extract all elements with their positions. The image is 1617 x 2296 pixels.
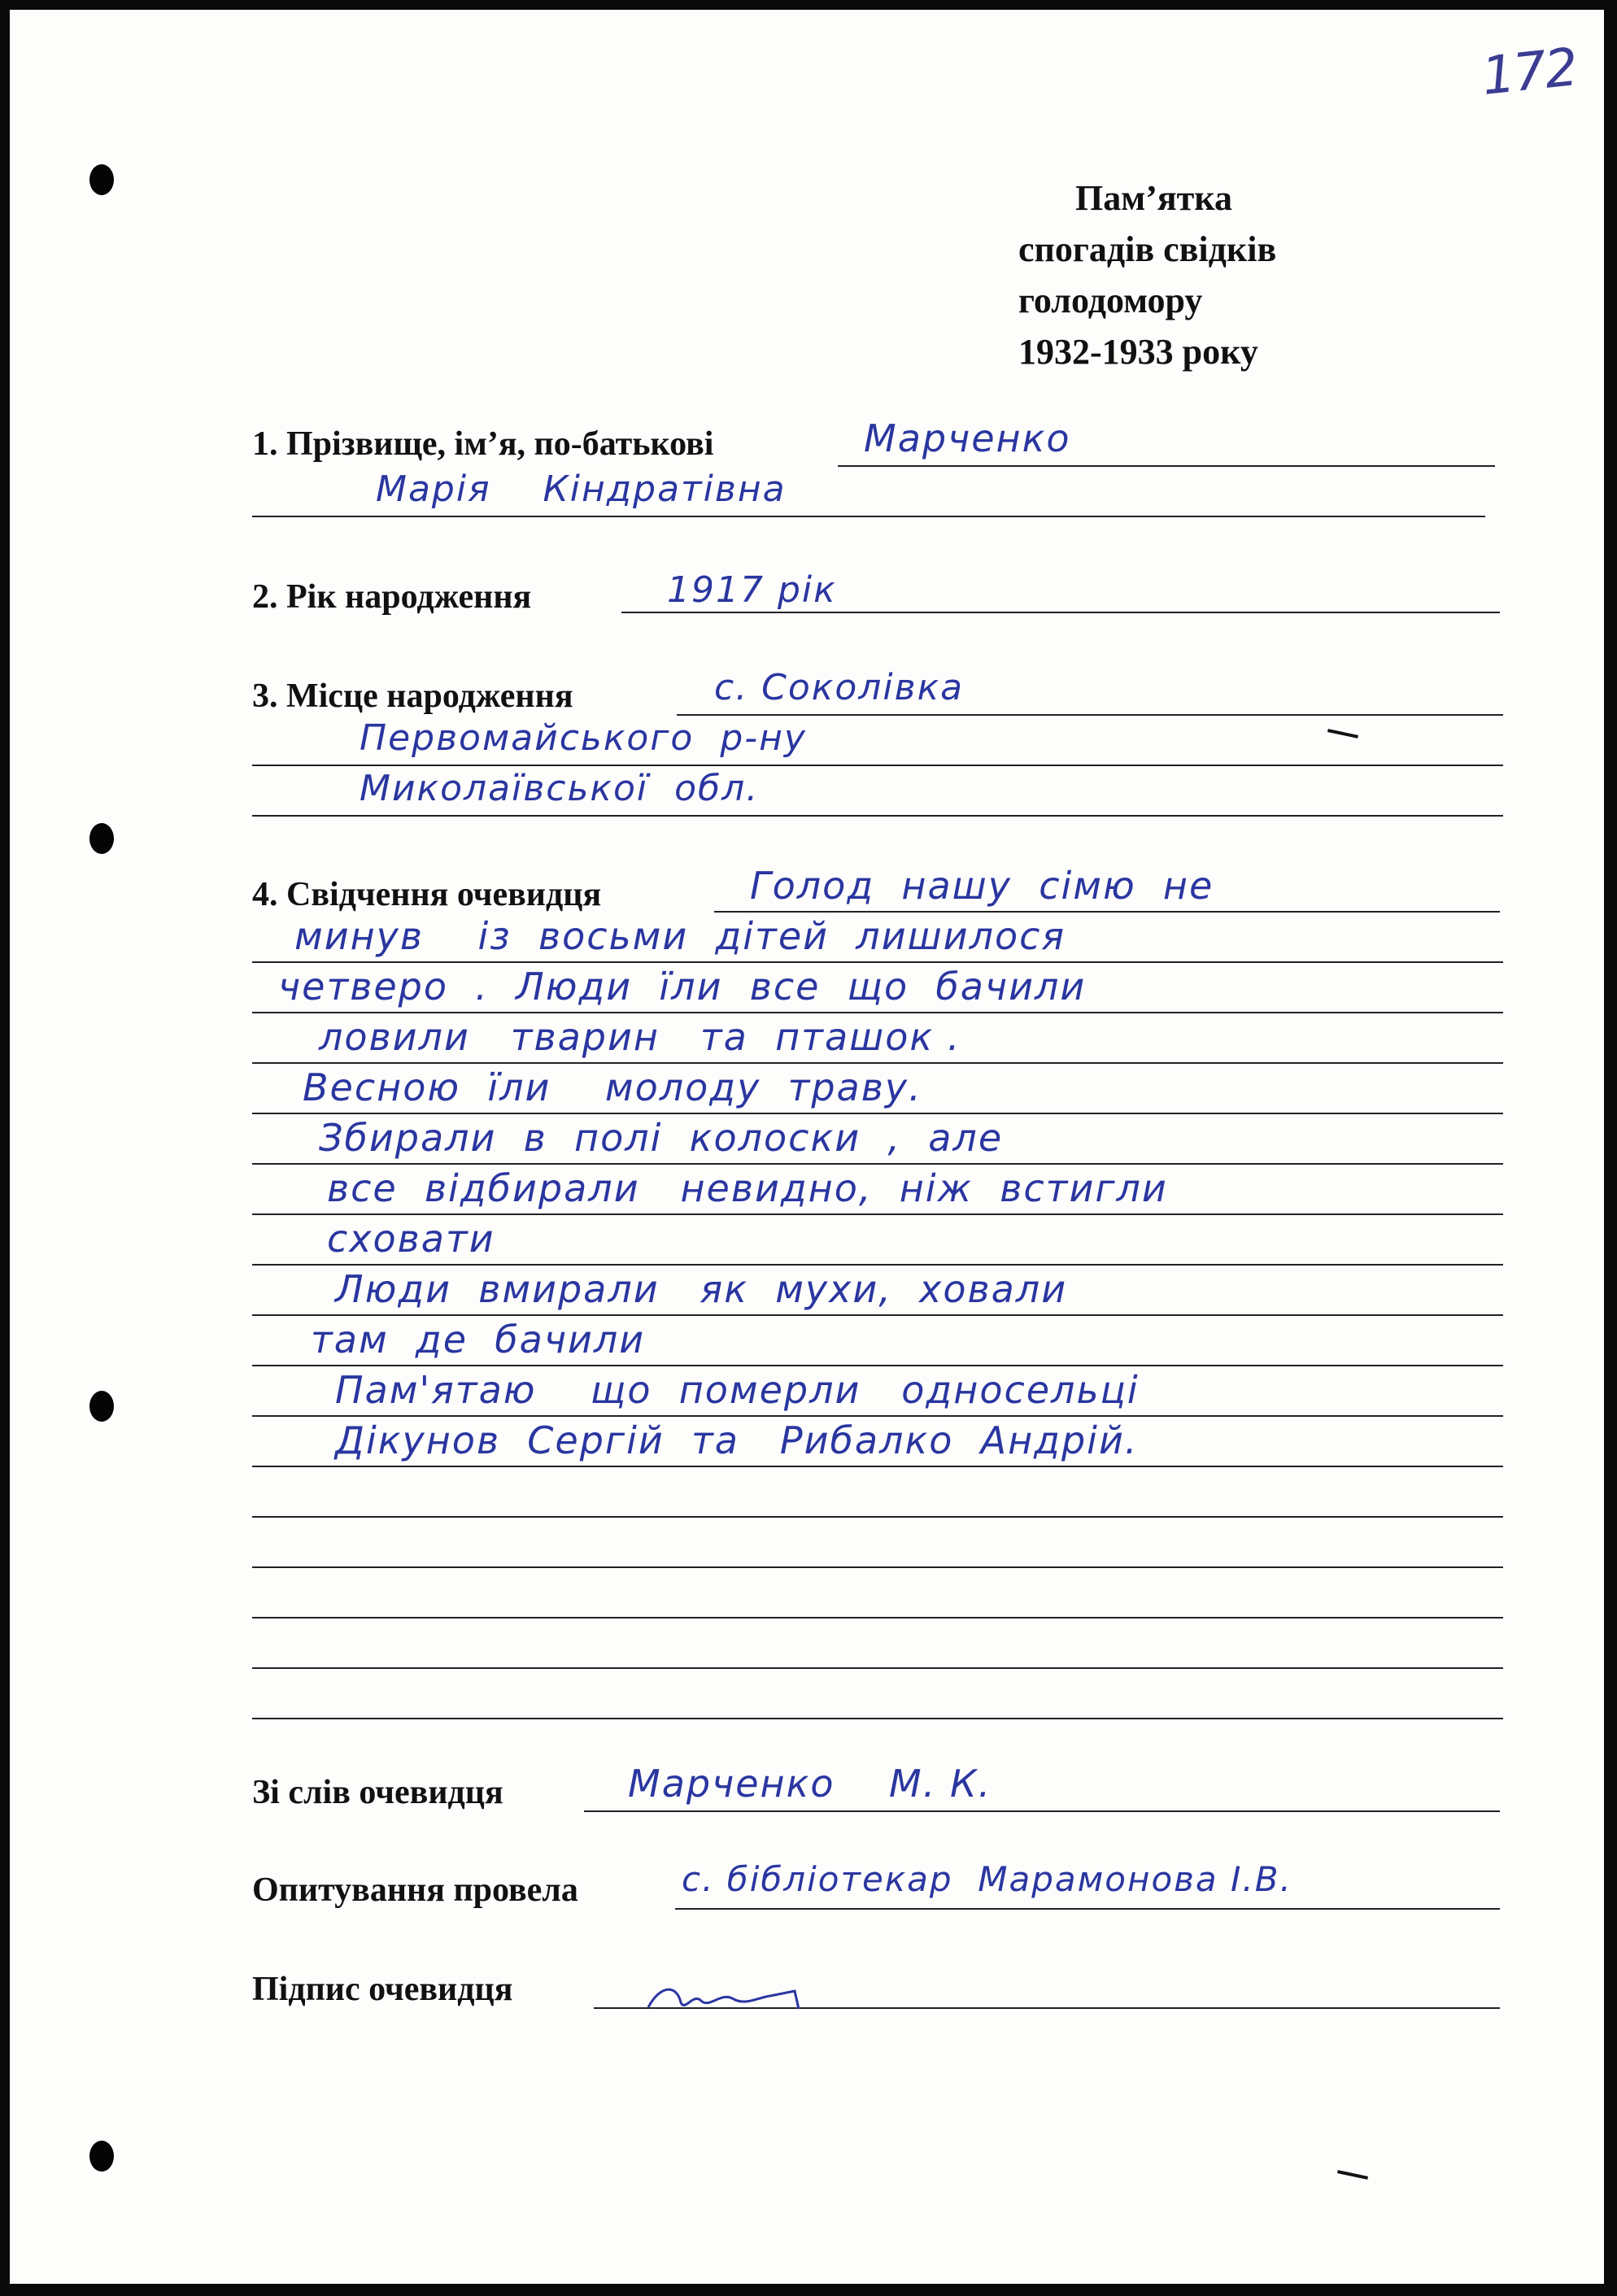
punch-hole [89,823,114,854]
underline [252,1062,1503,1064]
underline [675,1908,1500,1910]
name-label: 1. Прізвище, ім’я, по-батькові [252,425,714,463]
birth-place-label: 3. Місце народження [252,677,573,715]
testimony-label: 4. Свідчення очевидця [252,876,602,913]
underline [838,465,1495,467]
given-name-value: Марія Кіндратівна [376,468,787,510]
underline [252,961,1503,963]
pen-mark [1327,729,1358,738]
birth-year-value: 1917 рік [667,569,837,611]
witness-words-label: Зі слів очевидця [252,1774,503,1811]
underline [714,911,1500,913]
testimony-line: Збирали в полі колоски , але [319,1116,1004,1160]
testimony-line: Дікунов Сергій та Рибалко Андрій. [335,1418,1139,1462]
underline [252,1415,1503,1417]
witness-words-value: Марченко М. К. [628,1762,992,1806]
testimony-line: там де бачили [311,1318,646,1361]
testimony-line: четверо . Люди їли все що бачили [278,965,1087,1009]
underline [252,1213,1503,1215]
underline [621,612,1500,613]
testimony-line: Весною їли молоду траву. [303,1065,922,1109]
underline [252,1667,1503,1669]
underline [677,714,1503,716]
testimony-line: Голод нашу сімю не [750,864,1214,908]
pen-mark [1337,2170,1368,2180]
interviewer-value: с. бібліотекар Марамонова І.В. [682,1859,1292,1899]
surname-value: Марченко [864,416,1071,460]
underline [252,1617,1503,1619]
heading-line: 1932-1933 року [1018,332,1258,372]
heading-line: спогадів свідків [1018,229,1277,269]
underline [252,516,1485,517]
heading-line: Пам’ятка [1075,178,1232,218]
underline [252,1566,1503,1568]
underline [252,1163,1503,1165]
signature-label: Підпис очевидця [252,1971,513,2008]
punch-hole [89,1391,114,1422]
underline [252,1314,1503,1316]
underline [252,1516,1503,1518]
underline [584,1810,1500,1812]
punch-hole [89,164,114,195]
document-page [10,10,1604,2284]
page-number: 172 [1479,37,1580,107]
birth-place-region: Миколаївської обл. [360,768,760,809]
underline [252,1012,1503,1013]
punch-hole [89,2141,114,2172]
testimony-line: Люди вмирали як мухи, ховали [335,1267,1068,1311]
heading-line: голодомору [1018,281,1203,320]
underline [252,815,1503,817]
testimony-line: ловили тварин та пташок . [319,1015,961,1059]
underline [252,765,1503,766]
birth-year-label: 2. Рік народження [252,578,532,616]
signature-scribble [644,1976,823,2017]
underline [252,1718,1503,1719]
underline [252,1264,1503,1266]
testimony-line: минув із восьми дітей лишилося [294,914,1066,958]
testimony-line: Пам'ятаю що померли односельці [335,1368,1140,1412]
underline [252,1466,1503,1467]
document-heading [1018,172,1276,377]
birth-place-district: Первомайського р-ну [360,717,807,759]
testimony-line: сховати [327,1217,495,1261]
interviewer-label: Опитування провела [252,1871,578,1909]
testimony-line: все відбирали невидно, ніж встигли [327,1166,1168,1210]
underline [252,1113,1503,1114]
underline [252,1365,1503,1366]
birth-place-village: с. Соколівка [714,667,965,708]
